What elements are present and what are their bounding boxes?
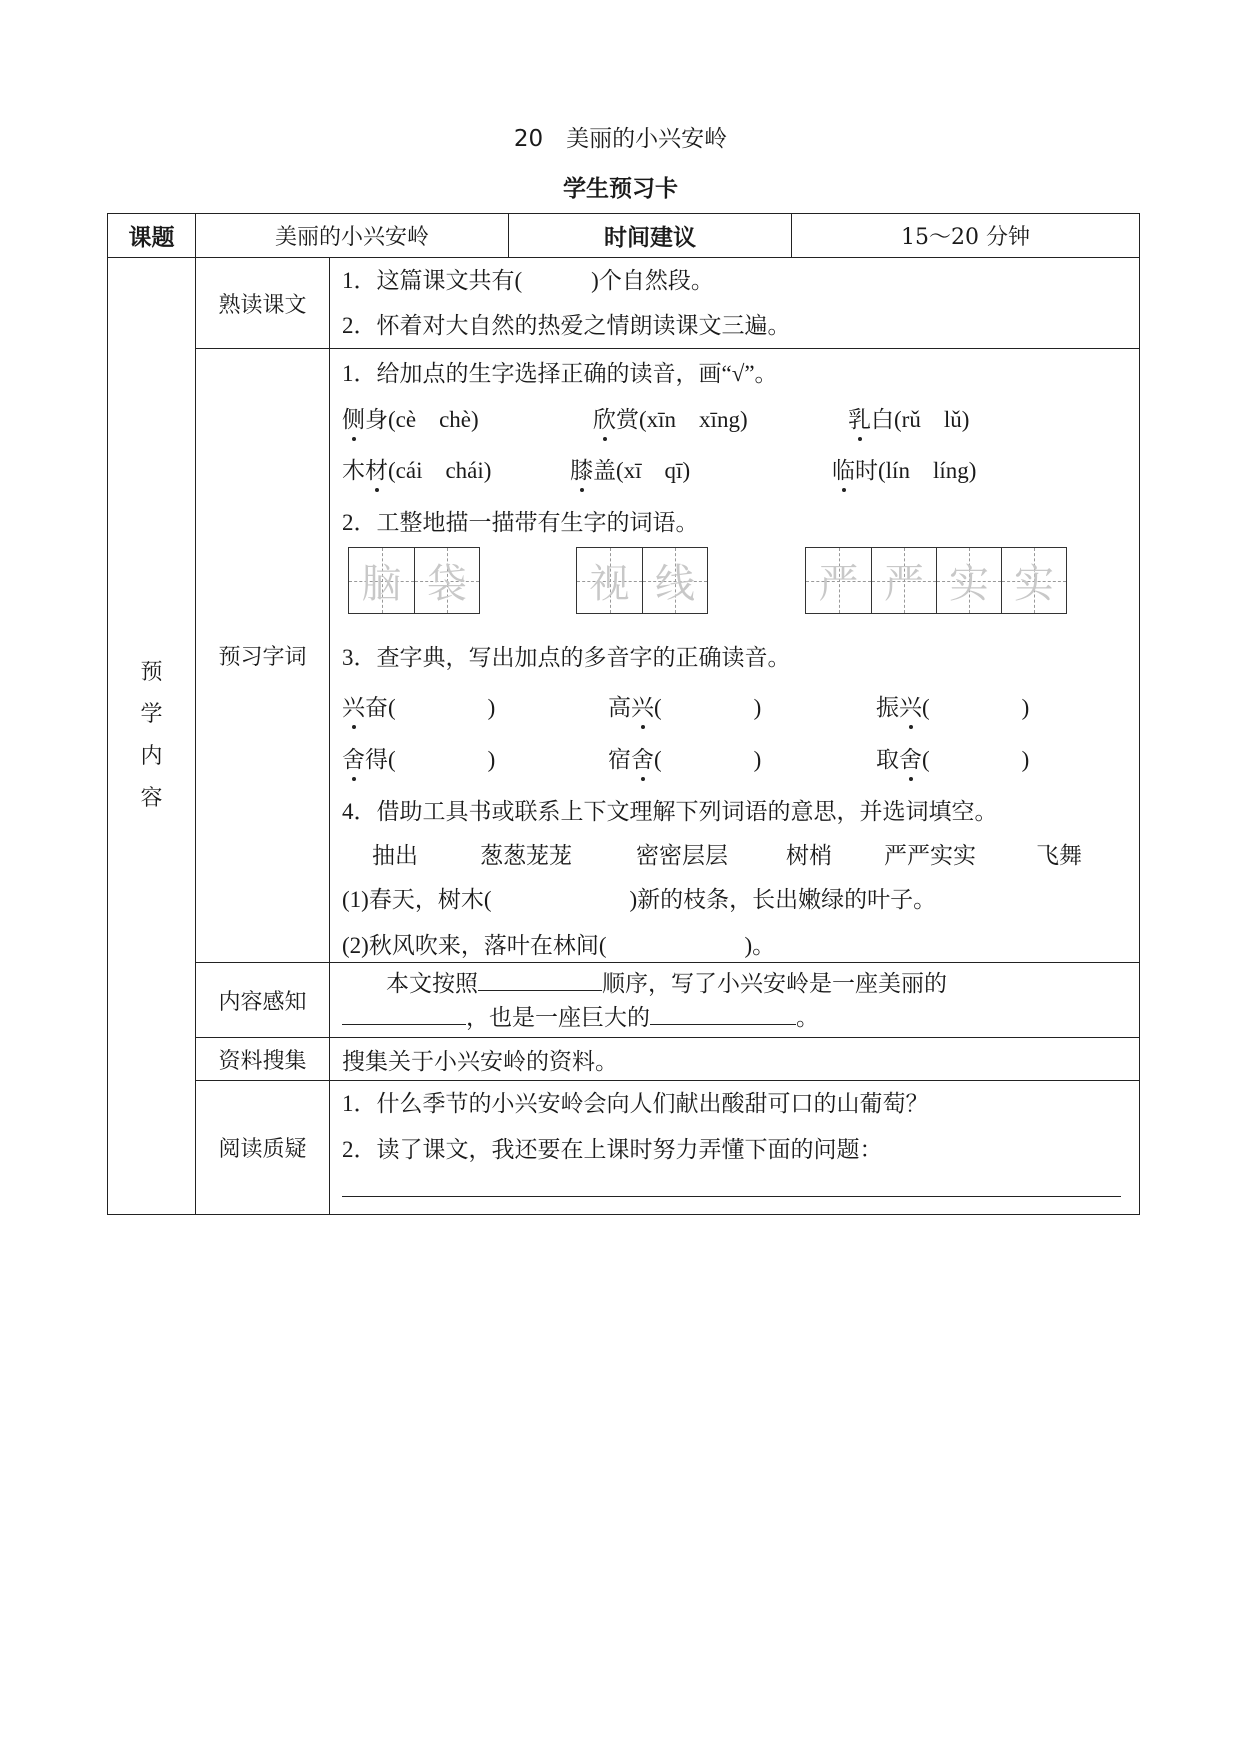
reading-content <box>330 258 1140 349</box>
dotted-char: 兴 <box>899 689 922 722</box>
section-char: 内 <box>140 744 163 769</box>
tracing-cell: 实 <box>1001 548 1066 613</box>
answer-blank[interactable]: ( ) <box>922 747 1030 772</box>
pinyin-item <box>593 401 748 434</box>
perception-text: 顺序，写了小兴安岭是一座美丽的 <box>602 971 947 996</box>
perception-text: ，也是一座巨大的 <box>466 1005 650 1030</box>
document-subtitle: 学生预习卡 <box>563 176 678 202</box>
dotted-char: 膝 <box>570 452 593 485</box>
question-content <box>330 1081 1140 1215</box>
preview-q1: 1．给加点的生字选择正确的读音，画“√”。 <box>342 361 778 386</box>
section-char: 预 <box>140 660 163 685</box>
word-bank-item: 严严实实 <box>884 843 976 868</box>
plain-char: 木 <box>342 458 365 483</box>
tracing-cell: 脑 <box>349 548 414 613</box>
polyphone-item <box>876 689 1029 722</box>
word-bank-item: 抽出 <box>372 843 418 868</box>
reading-line-1: 1．这篇课文共有( )个自然段。 <box>342 268 714 293</box>
pinyin-item <box>848 401 969 434</box>
pinyin-options: 赏(xīn xīng) <box>616 407 748 432</box>
perception-text: 本文按照 <box>386 971 478 996</box>
answer-blank[interactable] <box>650 1023 796 1025</box>
dotted-char: 材 <box>365 452 388 485</box>
plain-char: 取 <box>876 747 899 772</box>
reading-line-2: 2．怀着对大自然的热爱之情朗读课文三遍。 <box>342 313 791 338</box>
polyphone-item <box>608 689 761 722</box>
tracing-cell: 袋 <box>414 548 479 613</box>
tracing-grid <box>805 547 1067 614</box>
preview-card-table <box>107 213 1140 1215</box>
question-line-1: 1．什么季节的小兴安岭会向人们献出酸甜可口的山葡萄？ <box>342 1091 929 1116</box>
fill-sentence-2: (2)秋风吹来，落叶在林间( )。 <box>342 933 776 958</box>
answer-blank[interactable] <box>342 1023 466 1025</box>
topic-label: 课题 <box>108 214 196 258</box>
answer-blank[interactable]: ( ) <box>654 695 762 720</box>
pinyin-options: 身(cè chè) <box>365 407 479 432</box>
dotted-char: 临 <box>832 452 855 485</box>
word-bank-item: 密密层层 <box>636 843 728 868</box>
polyphone-item <box>342 741 495 774</box>
perception-line-1 <box>386 965 947 998</box>
word-bank-item: 葱葱茏茏 <box>480 843 572 868</box>
reading-label: 熟读课文 <box>196 258 330 349</box>
dotted-char: 舍 <box>342 741 365 774</box>
pinyin-options: 白(rǔ lǔ) <box>871 407 970 432</box>
document-title: 20 美丽的小兴安岭 <box>513 126 728 152</box>
section-char: 容 <box>140 786 163 811</box>
answer-blank[interactable]: ( ) <box>922 695 1030 720</box>
preview-q4: 4．借助工具书或联系上下文理解下列词语的意思，并选词填空。 <box>342 799 998 824</box>
word-bank-item: 树梢 <box>786 843 832 868</box>
dotted-char: 欣 <box>593 401 616 434</box>
word-bank-item: 飞舞 <box>1036 843 1082 868</box>
perception-content <box>330 963 1140 1038</box>
preview-label: 预习字词 <box>196 349 330 963</box>
pinyin-item <box>832 452 976 485</box>
answer-blank[interactable] <box>478 989 602 991</box>
dotted-char: 乳 <box>848 401 871 434</box>
answer-blank[interactable]: 得( ) <box>365 747 496 772</box>
pinyin-options: 时(lín líng) <box>855 458 977 483</box>
dotted-char: 舍 <box>631 741 654 774</box>
collect-content: 搜集关于小兴安岭的资料。 <box>330 1038 1140 1081</box>
tracing-cell: 严 <box>871 548 936 613</box>
polyphone-item <box>608 741 761 774</box>
tracing-grid <box>576 547 708 614</box>
section-char: 学 <box>140 702 163 727</box>
polyphone-item <box>876 741 1029 774</box>
plain-char: 振 <box>876 695 899 720</box>
perception-text: 。 <box>796 1005 819 1030</box>
dotted-char: 侧 <box>342 401 365 434</box>
question-label: 阅读质疑 <box>196 1081 330 1215</box>
pinyin-item <box>342 452 491 485</box>
dotted-char: 舍 <box>899 741 922 774</box>
topic-value: 美丽的小兴安岭 <box>196 214 509 258</box>
tracing-cell: 线 <box>642 548 707 613</box>
tracing-cell: 严 <box>806 548 871 613</box>
dotted-char: 兴 <box>631 689 654 722</box>
dotted-char: 兴 <box>342 689 365 722</box>
plain-char: 高 <box>608 695 631 720</box>
collect-label: 资料搜集 <box>196 1038 330 1081</box>
fill-sentence-1: (1)春天，树木( )新的枝条，长出嫩绿的叶子。 <box>342 887 937 912</box>
pinyin-item <box>570 452 690 485</box>
time-label: 时间建议 <box>509 214 792 258</box>
preview-content <box>330 349 1140 963</box>
preview-q3: 3．查字典，写出加点的多音字的正确读音。 <box>342 645 791 670</box>
pinyin-item <box>342 401 479 434</box>
time-value: 15～20 分钟 <box>792 214 1140 258</box>
preview-q2: 2．工整地描一描带有生字的词语。 <box>342 510 699 535</box>
plain-char: 宿 <box>608 747 631 772</box>
answer-blank[interactable]: 奋( ) <box>365 695 496 720</box>
tracing-cell: 实 <box>936 548 1001 613</box>
perception-label: 内容感知 <box>196 963 330 1038</box>
pinyin-options: 盖(xī qī) <box>593 458 691 483</box>
section-label <box>108 258 196 1215</box>
tracing-grid <box>348 547 480 614</box>
answer-blank[interactable]: ( ) <box>654 747 762 772</box>
answer-line[interactable] <box>342 1196 1121 1197</box>
perception-line-2 <box>342 999 819 1032</box>
polyphone-item <box>342 689 495 722</box>
question-line-2: 2．读了课文，我还要在上课时努力弄懂下面的问题： <box>342 1137 883 1162</box>
pinyin-options: (cái chái) <box>388 458 492 483</box>
tracing-cell: 视 <box>577 548 642 613</box>
